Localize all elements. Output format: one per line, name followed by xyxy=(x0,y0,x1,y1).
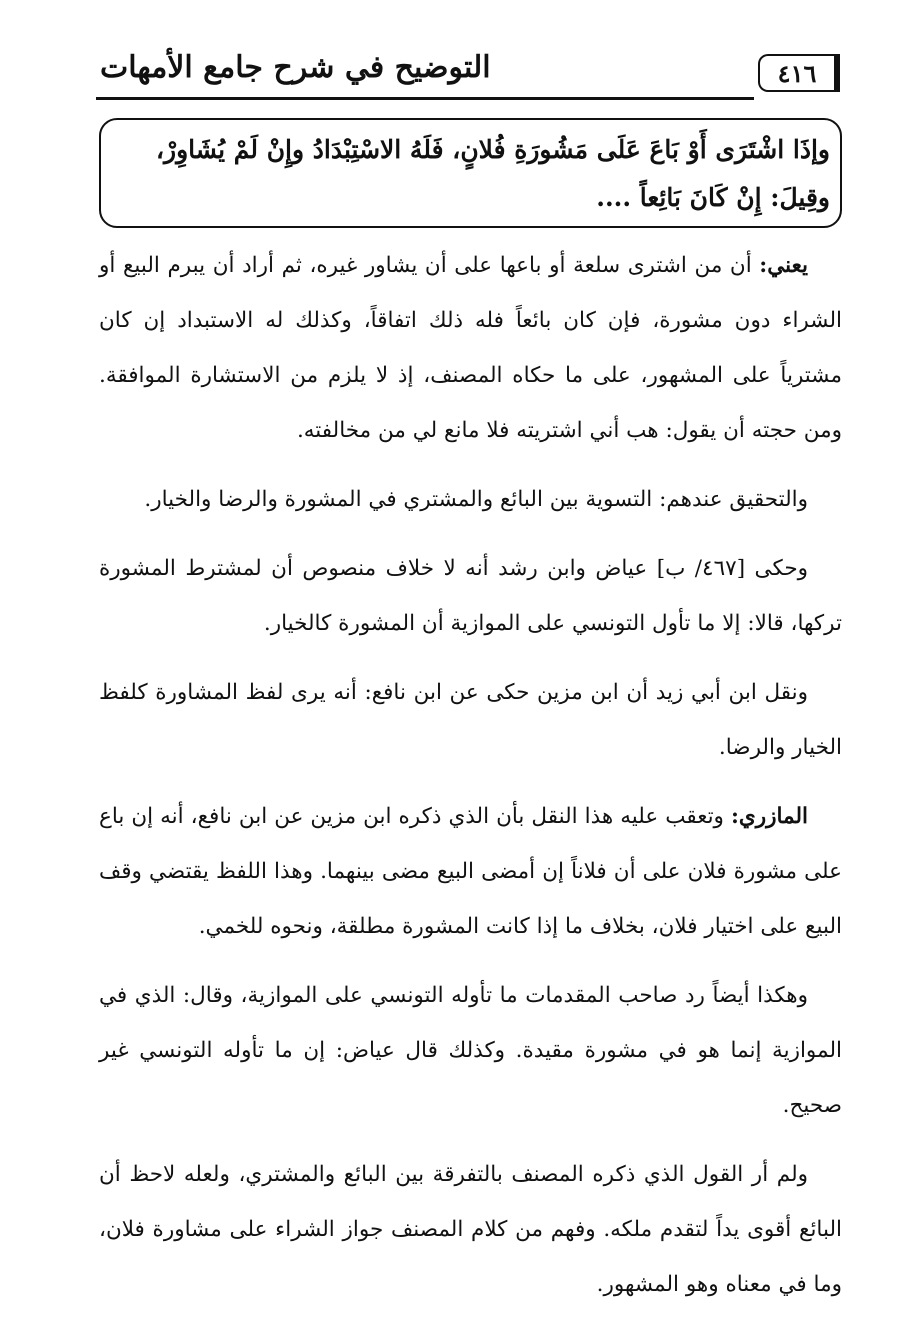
page-number: ٤١٦ xyxy=(758,54,840,92)
paragraph-text: وتعقب عليه هذا النقل بأن الذي ذكره ابن مزين عن ابن نافع، أنه إن باع على مشورة فلان على أن فلاناً إن أمضى البيع مضى بينهما. وهذا اللفظ يقتضي وقف البيع على اختيار فلان، بخلاف ما إذا كانت المشورة مطلقة، ونحوه للخمي. xyxy=(99,804,842,939)
header-divider xyxy=(96,97,754,100)
paragraph xyxy=(99,541,842,651)
paragraph-text: وهكذا أيضاً رد صاحب المقدمات ما تأوله التونسي على الموازية، وقال: الذي في الموازية إنما هو في مشورة مقيدة. وكذلك قال عياض: إن ما تأوله التونسي غير صحيح. xyxy=(99,983,842,1118)
paragraph-text: ونقل ابن أبي زيد أن ابن مزين حكى عن ابن نافع: أنه يرى لفظ المشاورة كلفظ الخيار والرضا. xyxy=(99,680,842,760)
page-header xyxy=(96,48,840,102)
commentary-body xyxy=(99,238,842,1326)
paragraph-text: ولم أر القول الذي ذكره المصنف بالتفرقة بين البائع والمشتري، ولعله لاحظ أن البائع أقوى يداً لتقدم ملكه. وفهم من كلام المصنف جواز الشراء على مشاورة فلان، وما في معناه وهو المشهور. xyxy=(99,1162,842,1297)
paragraph xyxy=(99,472,842,527)
paragraph-text: والتحقيق عندهم: التسوية بين البائع والمشتري في المشورة والرضا والخيار. xyxy=(144,487,808,512)
paragraph-text: وحكى [٤٦٧/ ب] عياض وابن رشد أنه لا خلاف منصوص أن لمشترط المشورة تركها، قالا: إلا ما تأول التونسي على الموازية أن المشورة كالخيار. xyxy=(99,556,842,636)
paragraph xyxy=(99,665,842,775)
matn-line-1: وإذَا اشْتَرَى أَوْ بَاعَ عَلَى مَشُورَةِ فُلانٍ، فَلَهُ الاسْتِبْدَادُ وإِنْ لَمْ يُشَاوِرْ، xyxy=(155,135,830,164)
paragraph-text: أن من اشترى سلعة أو باعها على أن يشاور غيره، ثم أراد أن يبرم البيع أو الشراء دون مشورة، فإن كان بائعاً فله ذلك اتفاقاً، وكذلك له الاستبداد إن كان مشترياً على المشهور، على ما حكاه المصنف، إذ لا يلزم من الاستشارة الموافقة. ومن حجته أن يقول: هب أني اشتريته فلا مانع لي من مخالفته. xyxy=(99,253,842,443)
matn-text-box xyxy=(99,118,842,228)
running-title: التوضيح في شرح جامع الأمهات xyxy=(100,50,491,85)
matn-line-2: وقِيلَ: إِنْ كَانَ بَائِعاً .... xyxy=(596,183,830,212)
paragraph-lead: يعني: xyxy=(759,253,808,278)
paragraph xyxy=(99,1147,842,1312)
paragraph xyxy=(99,238,842,458)
paragraph xyxy=(99,968,842,1133)
paragraph-lead: المازري: xyxy=(730,804,808,829)
paragraph xyxy=(99,789,842,954)
